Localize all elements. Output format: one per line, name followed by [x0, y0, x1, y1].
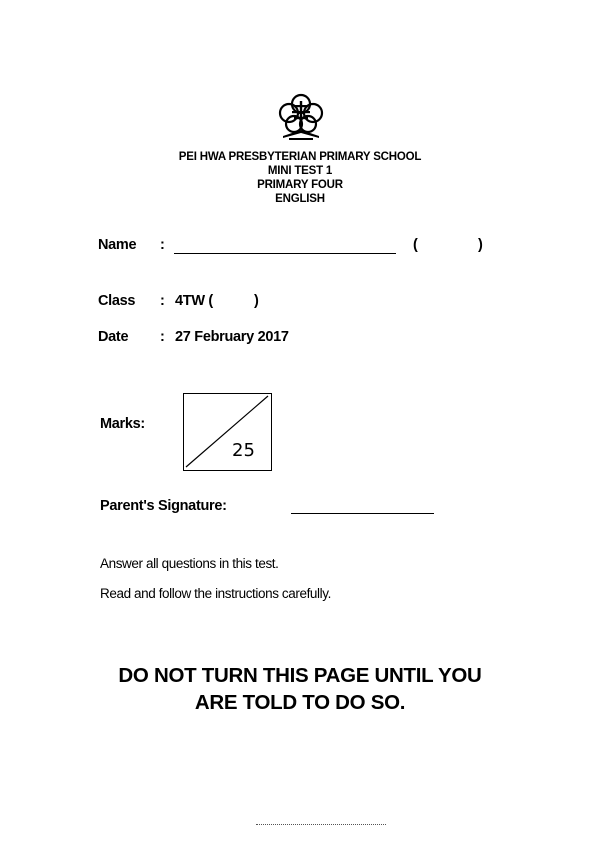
footer-mark — [256, 824, 386, 828]
class-value: 4TW ( — [175, 293, 213, 309]
name-colon: : — [160, 237, 165, 253]
signature-label: Parent's Signature: — [100, 498, 227, 514]
test-name: MINI TEST 1 — [267, 165, 333, 177]
marks-box — [183, 393, 272, 471]
class-label: Class — [98, 293, 136, 309]
name-blank-line[interactable] — [174, 253, 396, 254]
class-bracket-close: ) — [254, 293, 259, 309]
warning-line-1: DO NOT TURN THIS PAGE UNTIL YOU — [118, 664, 482, 687]
class-colon: : — [160, 293, 165, 309]
subject: ENGLISH — [275, 193, 325, 205]
signature-line[interactable] — [291, 513, 434, 514]
name-label: Name — [98, 237, 137, 253]
name-bracket-open: ( — [413, 237, 418, 253]
marks-total: 25 — [232, 440, 255, 461]
date-label: Date — [98, 329, 129, 345]
school-name: PEI HWA PRESBYTERIAN PRIMARY SCHOOL — [178, 151, 422, 163]
warning-notice — [0, 662, 600, 716]
instruction-line-2: Read and follow the instructions carefully. — [100, 586, 331, 601]
instruction-line-1: Answer all questions in this test. — [100, 556, 279, 571]
marks-label: Marks: — [100, 416, 145, 432]
name-bracket-close: ) — [478, 237, 483, 253]
date-colon: : — [160, 329, 165, 345]
level: PRIMARY FOUR — [257, 179, 343, 191]
school-crest-icon — [275, 92, 327, 142]
marks-diagonal — [184, 394, 270, 469]
date-value: 27 February 2017 — [175, 329, 289, 345]
school-header — [0, 150, 600, 206]
warning-line-2: ARE TOLD TO DO SO. — [194, 691, 406, 714]
